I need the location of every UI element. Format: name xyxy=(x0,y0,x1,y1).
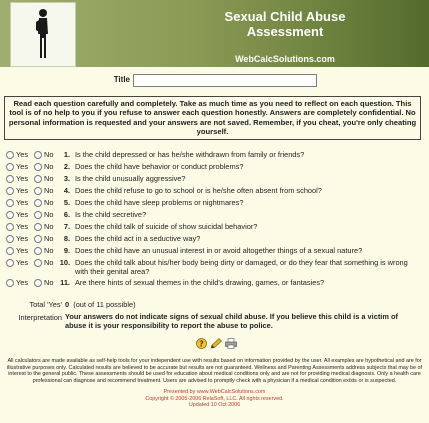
logo xyxy=(10,2,76,67)
child-silhouette-icon xyxy=(35,8,51,62)
page-title-line1: Sexual Child Abuse xyxy=(224,9,346,24)
title-label: Title xyxy=(113,75,130,84)
yes-label: Yes xyxy=(16,186,29,195)
no-radio[interactable] xyxy=(34,259,42,267)
footer-copyright: Copyright © 2005-2006 RelaSoft, LLC. All rights reserved. xyxy=(145,395,284,402)
question-number: 10. xyxy=(59,258,70,267)
no-radio[interactable] xyxy=(34,163,42,171)
yes-label: Yes xyxy=(16,210,29,219)
interpretation-text: Your answers do not indicate signs of sexual child abuse. If you believe this child is a victim of abuse it is your responsibility to report the abuse to police. xyxy=(65,312,398,330)
question-text: Does the child have behavior or conduct problems? xyxy=(75,162,244,171)
no-label: No xyxy=(44,174,54,183)
total-label: Total 'Yes' xyxy=(29,300,62,309)
question-number: 4. xyxy=(63,186,70,195)
no-label: No xyxy=(44,278,54,287)
no-label: No xyxy=(44,198,54,207)
yes-label: Yes xyxy=(16,222,29,231)
yes-label: Yes xyxy=(16,278,29,287)
no-radio[interactable] xyxy=(34,279,42,287)
question-text: Does the child act in a seductive way? xyxy=(75,234,201,243)
yes-radio[interactable] xyxy=(6,223,14,231)
yes-radio[interactable] xyxy=(6,199,14,207)
no-label: No xyxy=(44,162,54,171)
question-text: Is the child unusually aggressive? xyxy=(75,174,186,183)
interpretation-label: Interpretation xyxy=(18,313,62,322)
no-radio[interactable] xyxy=(34,175,42,183)
help-icon[interactable] xyxy=(196,338,207,351)
yes-label: Yes xyxy=(16,162,29,171)
question-text: Does the child have an unusual interest in or avoid altogether things of a sexual nature? xyxy=(75,246,363,255)
yes-radio[interactable] xyxy=(6,211,14,219)
yes-radio[interactable] xyxy=(6,187,14,195)
no-radio[interactable] xyxy=(34,211,42,219)
yes-radio[interactable] xyxy=(6,235,14,243)
question-text: Does the child have sleep problems or nightmares? xyxy=(75,198,244,207)
yes-label: Yes xyxy=(16,174,29,183)
yes-radio[interactable] xyxy=(6,163,14,171)
question-number: 1. xyxy=(63,150,70,159)
question-number: 7. xyxy=(63,222,70,231)
footer xyxy=(0,389,429,409)
no-label: No xyxy=(44,210,54,219)
question-text: Does the child talk of suicide of show suicidal behavior? xyxy=(75,222,258,231)
question-number: 3. xyxy=(63,174,70,183)
yes-radio[interactable] xyxy=(6,259,14,267)
title-input[interactable] xyxy=(133,74,317,87)
footer-updated: Updated 10 Oct 2006 xyxy=(188,402,241,409)
no-label: No xyxy=(44,258,54,267)
yes-label: Yes xyxy=(16,150,29,159)
no-label: No xyxy=(44,186,54,195)
footer-presented-by: Presented by www.WebCalcSolutions.com xyxy=(163,389,266,395)
yes-label: Yes xyxy=(16,198,29,207)
question-number: 6. xyxy=(63,210,70,219)
title-row xyxy=(0,74,429,88)
no-radio[interactable] xyxy=(34,187,42,195)
question-text: Is the child secretive? xyxy=(75,210,147,219)
yes-label: Yes xyxy=(16,258,29,267)
no-label: No xyxy=(44,150,54,159)
question-number: 9. xyxy=(63,246,70,255)
question-number: 2. xyxy=(63,162,70,171)
print-icon[interactable] xyxy=(225,338,237,351)
total-value: 0 xyxy=(65,300,70,309)
instructions-box: Read each question carefully and completely. Take as much time as you need to reflect on each question. This tool is of no help to you if you refuse to answer each question honestly. Answers are completely confidential. No personal information is requested and your answers are not saved. Remember, if you cheat, you're only cheating yourself. xyxy=(4,96,421,140)
site-name: WebCalcSolutions.com xyxy=(235,54,335,64)
question-text: Are there hints of sexual themes in the child's drawing, games, or fantasies? xyxy=(75,278,325,287)
yes-radio[interactable] xyxy=(6,279,14,287)
no-radio[interactable] xyxy=(34,151,42,159)
question-number: 5. xyxy=(63,198,70,207)
no-label: No xyxy=(44,234,54,243)
no-label: No xyxy=(44,246,54,255)
yes-label: Yes xyxy=(16,234,29,243)
question-text: Is the child depressed or has he/she withdrawn from family or friends? xyxy=(75,150,305,159)
yes-label: Yes xyxy=(16,246,29,255)
no-radio[interactable] xyxy=(34,235,42,243)
question-text: Does the child talk about his/her body being dirty or damaged, or do they fear that something is wrong with their genital area? xyxy=(75,258,408,276)
yes-radio[interactable] xyxy=(6,247,14,255)
total-value-row xyxy=(65,300,136,309)
question-number: 8. xyxy=(63,234,70,243)
header-banner xyxy=(0,0,429,67)
question-number: 11. xyxy=(60,278,70,287)
no-label: No xyxy=(44,222,54,231)
disclaimer-text: All calculators are made available as self-help tools for your independent use with results based on information provided by the user. All examples are hypothetical and are for illustrative purposes only. Calculated results are believed to be accurate but results are not guaranteed. Wellness and Parenting Assessments address subjects that may be of interest to the general public. These assessments should be used for education about medical conditions only and are not for providing medical diagnosis. Only a health care professional can diagnose and recommend treatment. Users are advised to promptly check with a physician if a medical condition exists or is suspected. xyxy=(6,358,423,384)
question-text: Does the child refuse to go to school or is he/she often absent from school? xyxy=(75,186,322,195)
no-radio[interactable] xyxy=(34,247,42,255)
page-title-line2: Assessment xyxy=(246,24,324,39)
no-radio[interactable] xyxy=(34,223,42,231)
pencil-icon[interactable] xyxy=(210,338,222,351)
no-radio[interactable] xyxy=(34,199,42,207)
yes-radio[interactable] xyxy=(6,175,14,183)
yes-radio[interactable] xyxy=(6,151,14,159)
total-note: (out of 11 possible) xyxy=(73,300,136,309)
svg-text:?: ? xyxy=(199,339,204,349)
